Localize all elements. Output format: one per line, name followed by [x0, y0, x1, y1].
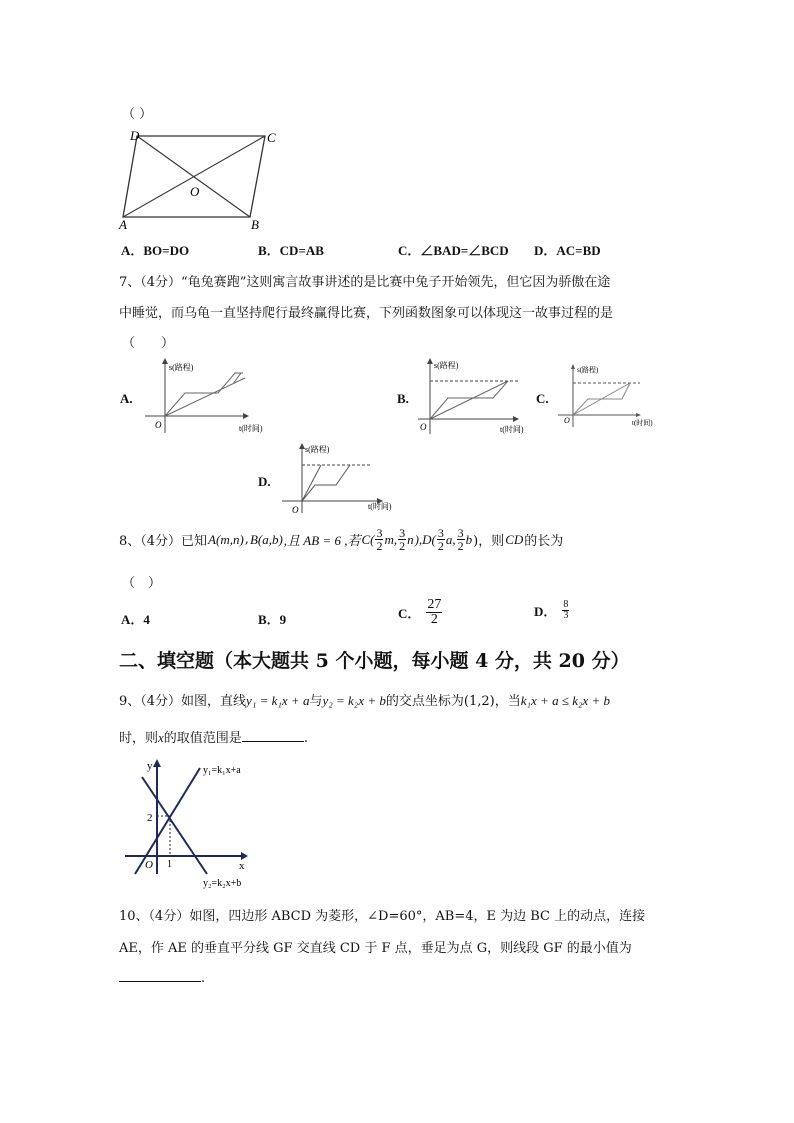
label-b: B — [251, 217, 259, 232]
svg-text:y₂=k₂x+b: y₂=k₂x+b — [203, 878, 242, 889]
q6-option-c[interactable]: C．∠BAD=∠BCD — [398, 243, 509, 258]
svg-text:s(路程): s(路程) — [169, 363, 194, 372]
parallelogram-figure — [115, 126, 285, 232]
label-o: O — [190, 184, 200, 199]
q7-option-c[interactable]: C. — [536, 391, 549, 406]
svg-text:O: O — [145, 859, 153, 871]
svg-text:O: O — [155, 420, 162, 430]
svg-text:y: y — [147, 760, 153, 772]
svg-text:x: x — [239, 860, 245, 872]
label-d: D — [130, 128, 140, 143]
q6-option-d[interactable]: D．AC=BD — [534, 243, 601, 258]
q7-option-a[interactable]: A. — [120, 391, 133, 406]
q8-option-a[interactable]: A．4 — [121, 612, 150, 627]
q8-stem: 8、（4分）已知 A(m,n) , B(a,b) ,且 AB = 6 ,若 C( $\frac{3}{2}$ m, $\frac{3}{2}$ n ),D( $\frac{3}{2}$ a, $\frac{3}{2}$ b )，则 CD 的长为 — [119, 526, 564, 553]
q7-graph-b — [418, 358, 533, 436]
svg-text:O: O — [292, 505, 299, 515]
svg-text:t(时间): t(时间) — [500, 425, 524, 434]
svg-text:2: 2 — [147, 812, 153, 824]
svg-text:t(时间): t(时间) — [239, 424, 263, 433]
q7-option-b[interactable]: B. — [397, 391, 409, 406]
q8-answer-paren: （ ） — [122, 576, 162, 591]
svg-text:s(路程): s(路程) — [305, 445, 330, 454]
q7-graph-d — [282, 443, 402, 515]
section-heading: 二、填空题（本大题共 5 个小题，每小题 4 分，共 20 分） — [119, 650, 630, 672]
svg-text:s(路程): s(路程) — [434, 361, 459, 370]
q10-stem-line1: 10、（4分）如图，四边形 ABCD 为菱形，∠D=60°，AB=4，E 为边 BC 上的动点，连接 — [119, 909, 646, 924]
svg-text:O: O — [564, 416, 570, 425]
q9-line-graph — [115, 757, 285, 889]
svg-text:t(时间): t(时间) — [632, 419, 653, 427]
svg-text:O: O — [420, 422, 427, 432]
q10-answer-blank[interactable] — [119, 969, 201, 982]
label-c: C — [267, 130, 276, 145]
svg-text:1: 1 — [167, 859, 172, 870]
svg-text:s(路程): s(路程) — [577, 366, 599, 374]
label-a: A — [119, 217, 127, 232]
q9-stem-line1: 9、（4分）如图，直线y₁ = k₁x + a与y₂ = k₂x + b的交点坐标为(1,2)，当k₁x + a ≤ k₂x + b — [119, 693, 611, 709]
q7-answer-paren: （ ） — [122, 336, 175, 351]
q7-graph-c — [558, 363, 658, 431]
q10-stem-line2: AE，作 AE 的垂直平分线 GF 交直线 CD 于 F 点，垂足为点 G，则线段 GF 的最小值为 — [119, 941, 632, 956]
q8-option-c[interactable]: C． $\frac{27}{2}$ — [398, 597, 442, 627]
q6-option-b[interactable]: B．CD=AB — [258, 243, 324, 258]
q7-stem-line1: 7、（4分）“龟兔赛跑”这则寓言故事讲述的是比赛中兔子开始领先，但它因为骄傲在途 — [119, 275, 611, 290]
svg-text:t(时间): t(时间) — [368, 502, 392, 511]
q8-option-b[interactable]: B．9 — [258, 612, 287, 627]
q7-graph-a — [143, 358, 273, 436]
q9-answer-blank[interactable] — [242, 729, 304, 742]
q7-option-d[interactable]: D. — [258, 474, 271, 489]
q7-stem-line2: 中睡觉，而乌龟一直坚持爬行最终赢得比赛，下列函数图象可以体现这一故事过程的是 — [119, 306, 614, 321]
q6-answer-paren: （ ） — [122, 107, 153, 122]
q9-stem-line2: 时，则x的取值范围是 . — [119, 730, 308, 746]
svg-text:y₁=k₁x+a: y₁=k₁x+a — [203, 765, 241, 776]
q6-option-a[interactable]: A．BO=DO — [121, 243, 190, 258]
q8-option-d[interactable]: D． $\frac{8}{3}$ — [534, 599, 569, 621]
q10-answer-line: . — [119, 969, 205, 986]
